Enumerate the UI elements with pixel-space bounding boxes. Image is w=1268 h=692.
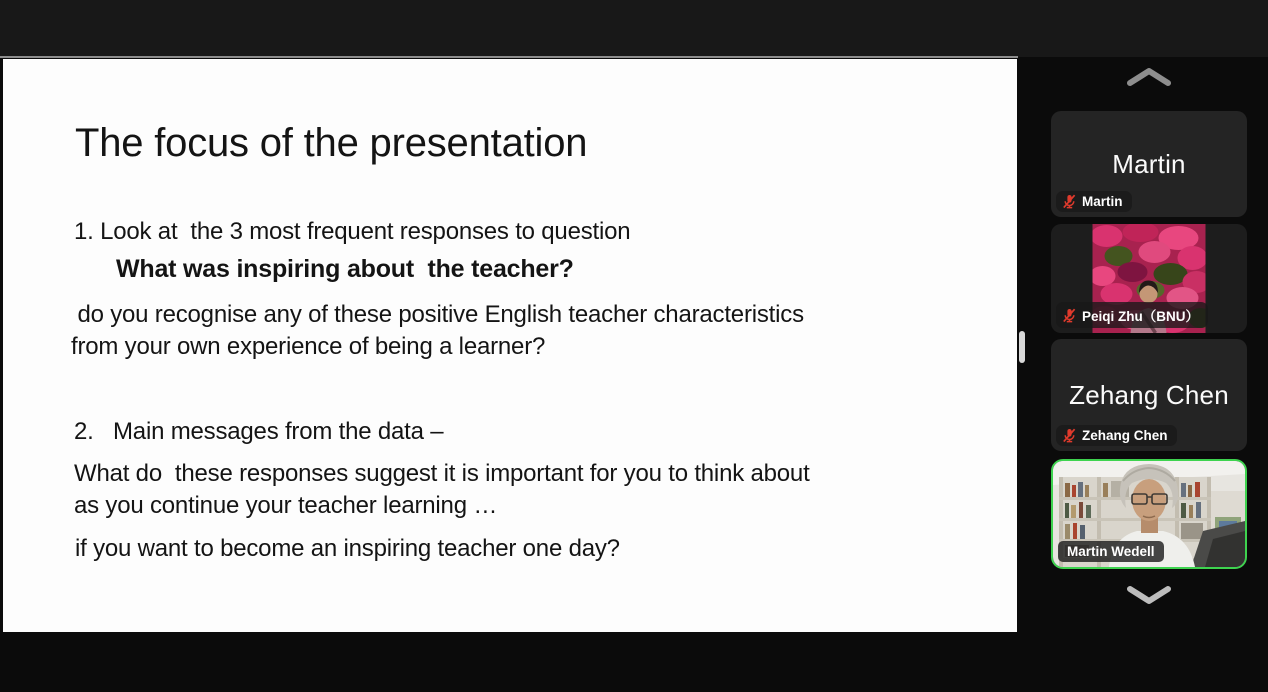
shared-screen-top-border	[0, 56, 1018, 58]
slide-point-1-prompt	[71, 299, 804, 362]
slide-point-2-prompt-line-2: as you continue your teacher learning …	[74, 491, 498, 519]
participant-name-pill	[1056, 302, 1208, 328]
slide-point-2: 2. Main messages from the data –	[74, 418, 444, 445]
shared-screen-scrollbar-thumb[interactable]	[1019, 331, 1025, 363]
stage-top-band	[0, 0, 1268, 57]
participant-tile-martin-wedell-active-speaker[interactable]	[1051, 459, 1247, 569]
participants-scroll-down-button[interactable]	[1127, 584, 1171, 608]
participant-name-pill	[1058, 541, 1164, 562]
participant-label: Zehang Chen	[1082, 428, 1168, 443]
slide-point-1-prompt-line-2: from your own experience of being a learner?	[71, 332, 546, 360]
participant-tile-martin[interactable]	[1051, 111, 1247, 217]
muted-mic-icon	[1062, 428, 1077, 443]
muted-mic-icon	[1062, 308, 1077, 323]
slide-point-2-prompt-line-3: if you want to become an inspiring teacher one day?	[75, 535, 620, 562]
slide-point-1-prompt-line-1: do you recognise any of these positive English teacher characteristics	[71, 301, 804, 328]
shared-screen-slide	[3, 59, 1017, 632]
participant-tile-peiqi-zhu[interactable]	[1051, 224, 1247, 333]
participant-label: Peiqi Zhu（BNU）	[1082, 309, 1199, 324]
participant-name-pill	[1056, 191, 1132, 212]
participants-scroll-up-button[interactable]	[1127, 66, 1171, 90]
participant-display-name: Martin	[1112, 148, 1186, 179]
slide-point-1: 1. Look at the 3 most frequent responses to question	[74, 218, 631, 245]
muted-mic-icon	[1062, 194, 1077, 209]
slide-point-2-prompt-line-1: What do these responses suggest it is important for you to think about	[74, 460, 810, 487]
participant-display-name: Zehang Chen	[1069, 379, 1229, 410]
slide-point-1-question: What was inspiring about the teacher?	[116, 255, 574, 283]
slide-point-2-prompt	[74, 458, 810, 521]
slide-title: The focus of the presentation	[75, 121, 588, 165]
chevron-up-icon	[1127, 67, 1171, 90]
participant-name-pill	[1056, 425, 1177, 446]
participant-label: Martin Wedell	[1067, 544, 1155, 559]
chevron-down-icon	[1127, 585, 1171, 608]
participant-label: Martin	[1082, 194, 1123, 209]
participant-tile-zehang-chen[interactable]	[1051, 339, 1247, 451]
